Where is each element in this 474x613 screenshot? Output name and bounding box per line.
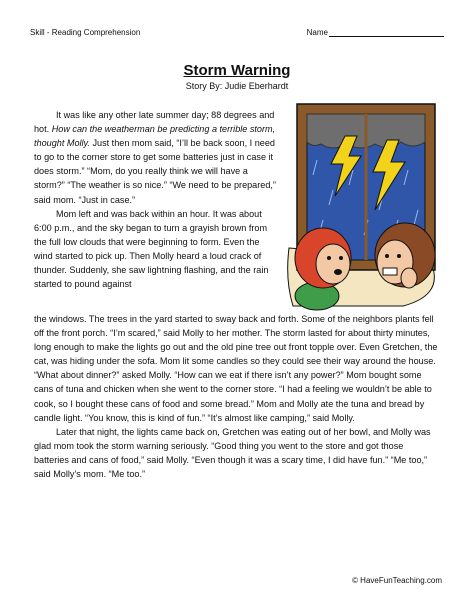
- name-label: Name: [306, 28, 328, 37]
- skill-label: Skill - Reading Comprehension: [30, 28, 141, 37]
- copyright-footer: © HaveFunTeaching.com: [352, 576, 442, 585]
- storm-illustration-svg: [283, 100, 443, 312]
- paragraph-1-rest: Just then mom said, “I’ll be back soon, I need to go to the corner store to get some batteries just in case it does storm.” “Mom, do you really think we will have a storm?” “The weather is so nice.” “We need to be prepared,” said mom. “Just in case.”: [34, 138, 276, 205]
- story-byline: Story By: Judie Eberhardt: [185, 81, 289, 91]
- name-blank-line: [329, 28, 444, 37]
- girl-mouth: [334, 269, 342, 275]
- story-title: Storm Warning: [183, 62, 291, 79]
- story-column-text: [34, 108, 278, 291]
- mom-hand: [401, 268, 417, 288]
- paragraph-1-start: It was like any other late summer day; 88 degrees and hot.: [34, 110, 275, 135]
- paragraph-1: [34, 108, 278, 207]
- paragraph-3: Later that night, the lights came back on, Gretchen was eating out of her bowl, and Molly was glad mom took the storm warning seriously. “Good thing you went to the store and got those batteries and cans of food,” said Molly. “Even though it was a scary time, I did have fun.” “Me too,” said Molly’s mom. “Me too.”: [34, 426, 431, 480]
- storm-window-illustration: [283, 100, 443, 312]
- page-header: [30, 28, 444, 40]
- name-field: [307, 28, 444, 37]
- story-full-width-text: [34, 312, 439, 481]
- mom-teeth: [383, 268, 397, 275]
- paragraph-1-thought: How can the weatherman be predicting a terrible storm, thought Molly.: [34, 124, 276, 149]
- paragraph-2-continued: the windows. The trees in the yard started to sway back and forth. Some of the neighbors plants fell off the front porch. “I’m scared,” said Molly to her mother. The storm lasted for about thirty minutes, long enough to make the lights go out and the old pine tree out front topple over. Even Gretchen, the cat, was hiding under the sofa. Mom lit some candles so they could see their way around the house. “What about dinner?” asked Molly. “How can we eat if there isn’t any power?” Mom bought some cans of tuna and chicken when she went to the corner store. “I had a feeling we wouldn’t be able to cook, so I bought these cans of food and some bread.” Mom and Molly ate the tuna and bread by candle light. “You know, this is kind of fun.” “It’s almost like camping,” said Molly.: [34, 314, 438, 423]
- paragraph-2: Mom left and was back within an hour. It was about 6:00 p.m., and the sky began to turn a grayish brown from the full low clouds that were beginning to form. Even the wind started to pick up. Then Molly heard a loud crack of thunder. Suddenly, she saw lightning flashing, and the rain started to pound against: [34, 208, 269, 290]
- girl-face: [316, 244, 350, 284]
